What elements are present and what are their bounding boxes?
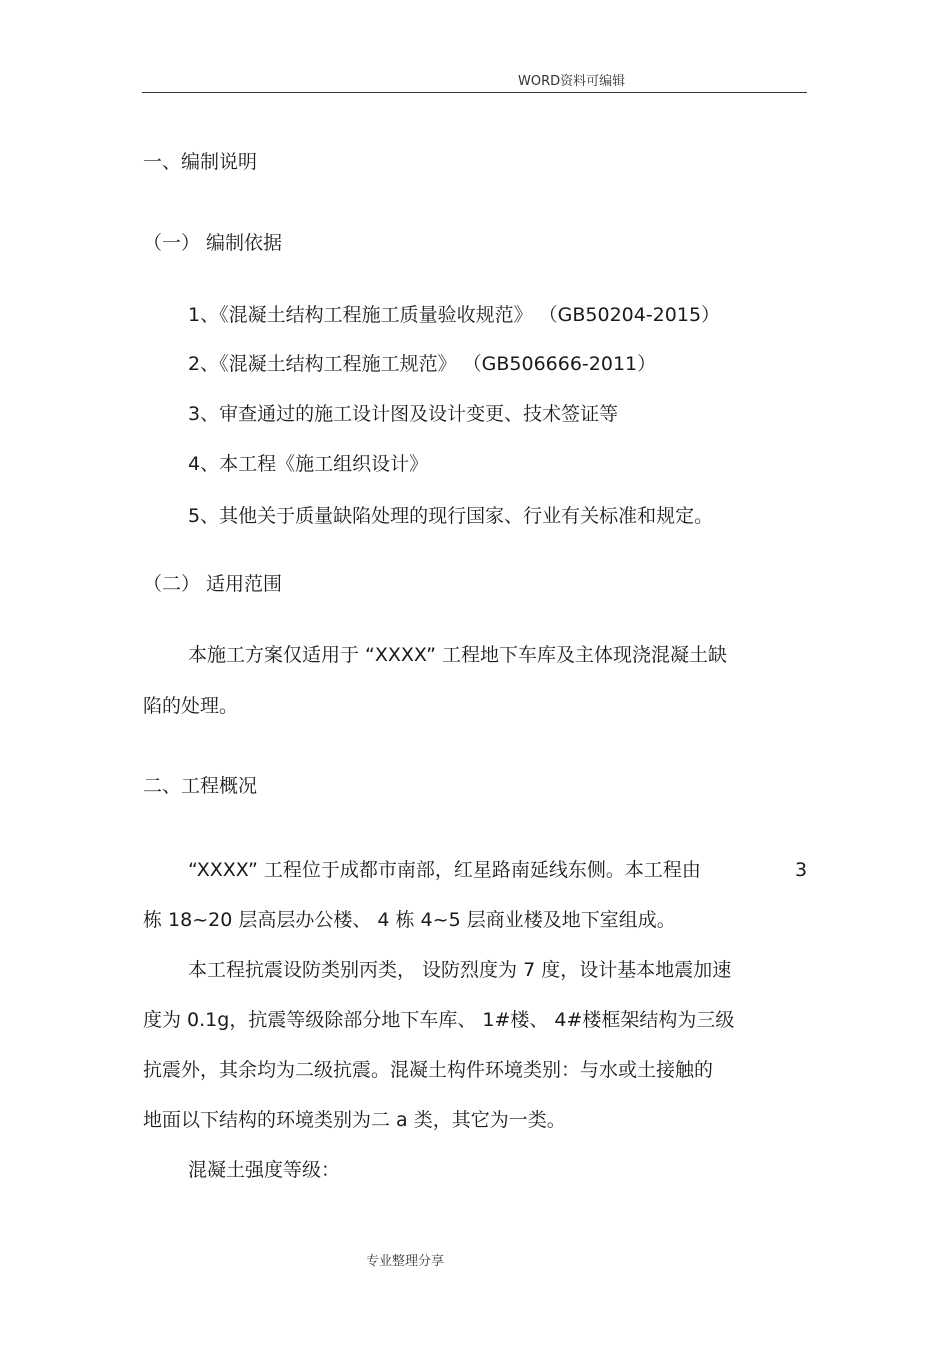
overview-p2-line-1: 本工程抗震设防类别丙类， 设防烈度为 7 度，设计基本地震加速 — [188, 959, 732, 981]
basis-item-5: 5、其他关于质量缺陷处理的现行国家、行业有关标准和规定。 — [188, 505, 714, 527]
basis-item-3: 3、审查通过的施工设计图及设计变更、技术签证等 — [188, 403, 619, 425]
section-1-2-title: （二） 适用范围 — [143, 573, 283, 595]
overview-p2-line-3: 抗震外，其余均为二级抗震。混凝土构件环境类别：与水或土接触的 — [143, 1059, 714, 1081]
header-text: WORD资料可编辑 — [518, 74, 626, 89]
section-2-title: 二、工程概况 — [143, 775, 258, 797]
page-header — [142, 64, 807, 93]
basis-item-4: 4、本工程《施工组织设计》 — [188, 453, 429, 475]
overview-p1-line-2: 栋 18~20 层高层办公楼、 4 栋 4~5 层商业楼及地下室组成。 — [143, 909, 676, 931]
scope-paragraph-line-1: 本施工方案仅适用于 “XXXX” 工程地下车库及主体现浇混凝土缺 — [188, 644, 728, 666]
overview-p3: 混凝土强度等级： — [188, 1159, 341, 1181]
overview-p1-line-1: “XXXX” 工程位于成都市南部，红星路南延线东侧。本工程由 — [188, 859, 701, 881]
scope-paragraph-line-2: 陷的处理。 — [143, 695, 239, 717]
overview-p2-line-4: 地面以下结构的环境类别为二 a 类，其它为一类。 — [143, 1109, 566, 1131]
overview-p1-line-1-end: 3 — [795, 859, 808, 881]
section-1-title: 一、编制说明 — [143, 151, 258, 173]
section-1-1-title: （一） 编制依据 — [143, 232, 283, 254]
basis-item-2: 2、《混凝土结构工程施工规范》 （GB506666-2011） — [188, 353, 657, 375]
basis-item-1: 1、《混凝土结构工程施工质量验收规范》 （GB50204-2015） — [188, 304, 721, 326]
overview-p2-line-2: 度为 0.1g，抗震等级除部分地下车库、 1#楼、 4#楼框架结构为三级 — [143, 1009, 735, 1031]
page-footer: 专业整理分享 — [366, 1254, 445, 1269]
